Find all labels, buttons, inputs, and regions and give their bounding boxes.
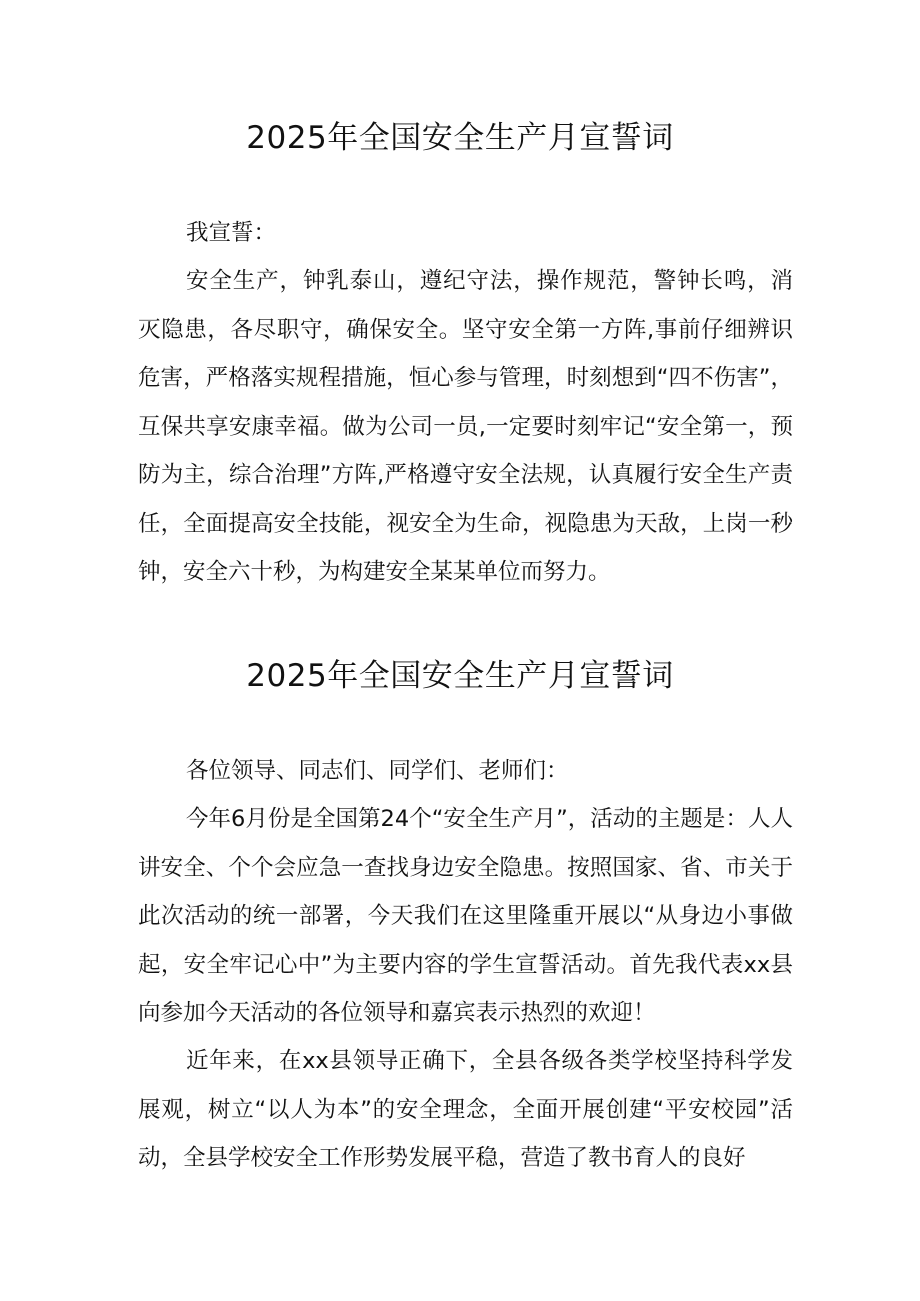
section2-greeting: 各位领导、同志们、同学们、老师们： bbox=[186, 758, 569, 784]
section1-title: 2025年全国安全生产月宣誓词 bbox=[246, 120, 674, 156]
section2-title: 2025年全国安全生产月宣誓词 bbox=[246, 658, 674, 694]
section1-greeting: 我宣誓： bbox=[186, 220, 277, 246]
section1-body: 安全生产，钟乳泰山，遵纪守法，操作规范，警钟长鸣，消灭隐患，各尽职守，确保安全。坚守安全第一方阵,事前仔细辨识危害，严格落实规程措施，恒心参与管理，时刻想到“四不伤害”，互保共享安康幸福。做为公司一员,一定要时刻牢记“安全第一，预防为主，综合治理”方阵,严格遵守安全法规，认真履行安全生产责任，全面提高安全技能，视安全为生命，视隐患为天敌，上岗一秒钟，安全六十秒，为构建安全某某单位而努力。 bbox=[138, 268, 793, 585]
section2-body-paragraph-1: 今年6月份是全国第24个“安全生产月”，活动的主题是：人人讲安全、个个会应急一查找身边安全隐患。按照国家、省、市关于此次活动的统一部署，今天我们在这里隆重开展以“从身边小事做起，安全牢记心中”为主要内容的学生宣誓活动。首先我代表xx县向参加今天活动的各位领导和嘉宾表示热烈的欢迎！ bbox=[138, 806, 793, 1026]
section2-body-paragraph-2: 近年来，在xx县领导正确下，全县各级各类学校坚持科学发展观，树立“以人为本”的安全理念，全面开展创建“平安校园”活动，全县学校安全工作形势发展平稳，营造了教书育人的良好 bbox=[138, 1048, 793, 1171]
